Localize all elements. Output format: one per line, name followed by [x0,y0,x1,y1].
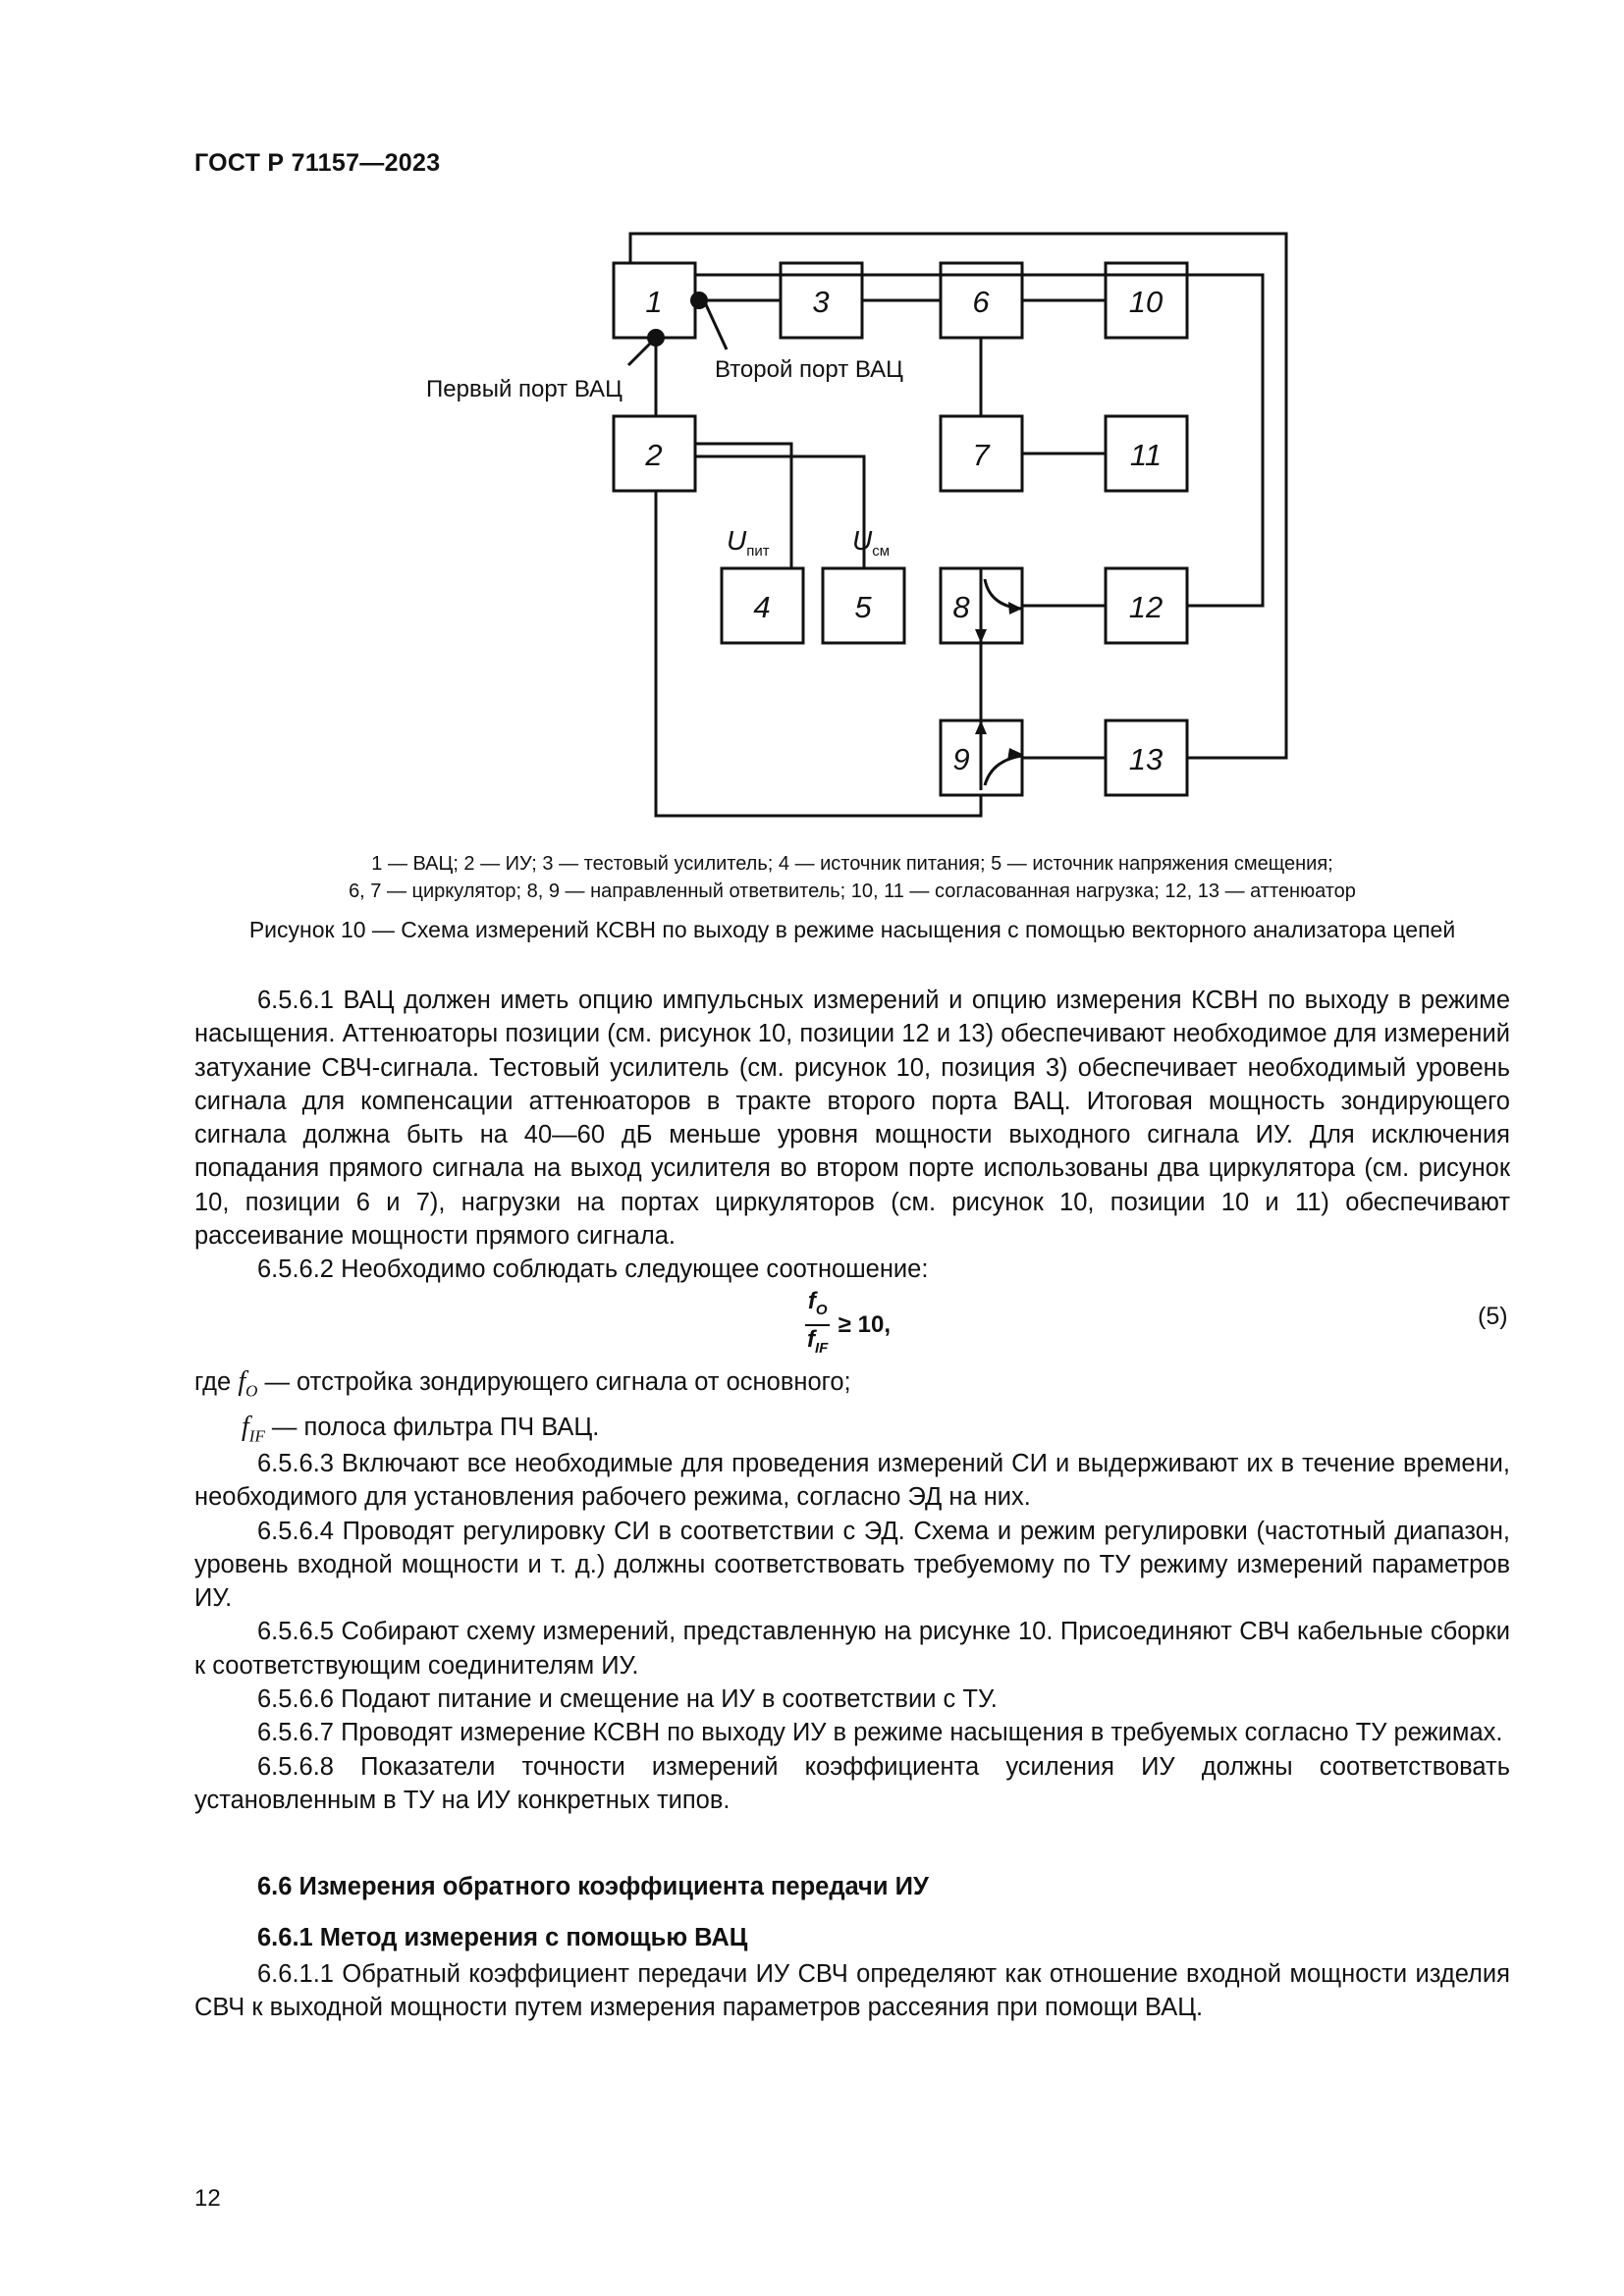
text-block-bottom [194,1957,1510,2025]
document-header: ГОСТ Р 71157—2023 [194,149,441,177]
equation-number: (5) [1478,1303,1508,1330]
block-label-4: 4 [753,590,771,624]
paragraph-6-5-6-5: 6.5.6.5 Собирают схему измерений, представленную на рисунке 10. Присоединяют СВЧ кабельные сборки к соответствующим соединителям ИУ. [194,1618,1510,1680]
port-1-dot [647,329,665,347]
paragraph-6-6-1-1: 6.6.1.1 Обратный коэффициент передачи ИУ СВЧ определяют как отношение входной мощности изделия СВЧ к выходной мощности путем измерения параметров рассеяния при помощи ВАЦ. [194,1960,1510,2022]
u-sm-label: $U_{см}$ [852,525,891,560]
figure-title: Рисунок 10 — Схема измерений КСВН по выходу в режиме насыщения с помощью векторного анализатора цепей [248,917,1456,942]
block-label-11: 11 [1129,438,1163,472]
section-heading-6-6-1: 6.6.1 Метод измерения с помощью ВАЦ [257,1924,748,1951]
formula-inequality: ≥ 10, [838,1310,891,1338]
port-1-label: Первый порт ВАЦ [426,376,623,402]
text-block-mid [194,1447,1510,1817]
block-label-13: 13 [1128,742,1164,776]
block-label-3: 3 [812,285,830,319]
paragraph-6-5-6-6: 6.5.6.6 Подают питание и смещение на ИУ в соответствии с ТУ. [257,1685,998,1714]
page-number: 12 [194,2185,221,2212]
block-label-1: 1 [645,285,663,319]
figure-legend-line-2: 6, 7 — циркулятор; 8, 9 — направленный ответвитель; 10, 11 — согласованная нагрузка; 12, 13 — аттенюатор [349,881,1356,902]
block-label-10: 10 [1128,285,1164,319]
port-2-label: Второй порт ВАЦ [715,356,903,383]
measurement-diagram [0,0,1624,883]
block-label-2: 2 [645,438,663,472]
paragraph-6-5-6-2: 6.5.6.2 Необходимо соблюдать следующее соотношение: [257,1255,929,1284]
section-heading-6-6: 6.6 Измерения обратного коэффициента передачи ИУ [257,1873,929,1900]
block-label-5: 5 [854,590,872,624]
u-pit-label: $U_{пит}$ [727,525,770,560]
paragraph-6-5-6-7: 6.5.6.7 Проводят измерение КСВН по выходу ИУ в режиме насыщения в требуемых согласно ТУ режимах. [257,1719,1503,1747]
paragraph-6-5-6-8: 6.5.6.8 Показатели точности измерений коэффициента усиления ИУ должны соответствовать установленным в ТУ на ИУ конкретных типов. [194,1752,1510,1814]
block-label-8: 8 [952,590,970,624]
block-label-6: 6 [972,285,990,319]
formula-5 [805,1288,891,1362]
formula-fraction: $\frac{f_O}{f_{IF}}$ [807,1288,829,1357]
figure-legend-line-1: 1 — ВАЦ; 2 — ИУ; 3 — тестовый усилитель; 4 — источник питания; 5 — источник напряжения смещения; [371,853,1333,875]
paragraph-6-5-6-4: 6.5.6.4 Проводят регулировку СИ в соответствии с ЭД. Схема и режим регулировки (частотный диапазон, уровень входной мощности и т. д.) должны соответствовать требуемому по ТУ режиму измерений параметров ИУ. [194,1517,1510,1613]
paragraph-6-5-6-1: 6.5.6.1 ВАЦ должен иметь опцию импульсных измерений и опцию измерения КСВН по выходу в режиме насыщения. Аттенюаторы позиции (см. рисунок 10, позиции 12 и 13) обеспечивают необходимое для измерений затухание СВЧ-сигнала. Тестовый усилитель (см. рисунок 10, позиция 3) обеспечивает необходимый уровень сигнала для компенсации аттенюаторов в тракте второго порта ВАЦ. Итоговая мощность зондирующего сигнала должна быть на 40—60 дБ меньше уровня мощности выходного сигнала ИУ. Для исключения попадания прямого сигнала на выход усилителя во втором порте использованы два циркулятора (см. рисунок 10, позиции 6 и 7), нагрузки на портах циркуляторов (см. рисунок 10, позиции 10 и 11) обеспечивают рассеивание мощности прямого сигнала. [194,987,1510,1251]
block-label-9: 9 [952,742,970,776]
text-block-top [194,984,1510,1287]
block-label-12: 12 [1128,590,1164,624]
paragraph-6-5-6-3: 6.5.6.3 Включают все необходимые для проведения измерений СИ и выдерживают их в течение времени, необходимого для установления рабочего режима, согласно ЭД на них. [194,1450,1510,1512]
block-label-7: 7 [972,438,990,472]
formula-explanation: где $f_O$ — отстройка зондирующего сигнала от основного; $f_{IF}$ — полоса фильтра ПЧ ВАЦ. [194,1366,851,1446]
port-2-dot [690,292,708,309]
